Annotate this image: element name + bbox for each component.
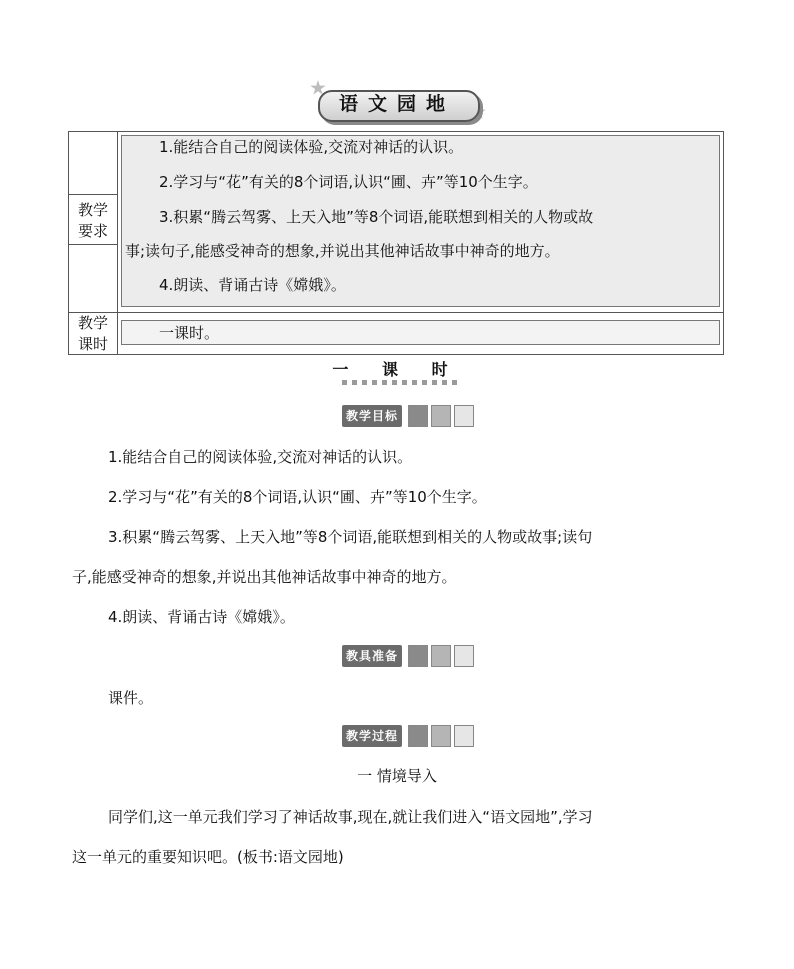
dot-decoration [452,380,457,385]
requirement-item: 3.积累“腾云驾雾、上天入地”等8个词语,能联想到相关的人物或故 [159,208,594,226]
objective-item: 2.学习与“花”有关的8个词语,认识“圃、卉”等10个生字。 [108,488,487,506]
badge-square [431,645,451,667]
materials-text: 课件。 [108,689,154,707]
section-heading: 一 课 时 [332,360,462,379]
dots-decoration [330,378,468,388]
requirement-item: 事;读句子,能感受神奇的想象,并说出其他神话故事中神奇的地方。 [125,242,560,260]
step-paragraph-line: 同学们,这一单元我们学习了神话故事,现在,就让我们进入“语文园地”,学习 [108,808,593,826]
step-title: 一 情境导入 [357,767,437,785]
badge-square [454,645,474,667]
dot-decoration [362,380,367,385]
badge-square [408,405,428,427]
dot-decoration [392,380,397,385]
requirement-item: 4.朗读、背诵古诗《嫦娥》。 [159,276,346,294]
requirements-label [69,200,117,242]
label-line: 教学 [77,201,108,219]
badge-square [408,645,428,667]
objective-item: 子,能感受神奇的想象,并说出其他神话故事中神奇的地方。 [72,568,457,586]
dot-decoration [402,380,407,385]
page-title: 语文园地 [338,93,455,115]
dot-decoration [422,380,427,385]
badge-square [454,405,474,427]
label-line: 教学 [77,314,108,332]
badge-square [454,725,474,747]
label-line: 课时 [77,335,108,353]
dot-decoration [372,380,377,385]
badge-label: 教学过程 [342,725,402,747]
table-divider [69,312,723,313]
objective-item: 3.积累“腾云驾雾、上天入地”等8个词语,能联想到相关的人物或故事;读句 [108,528,593,546]
hours-text: 一课时。 [159,324,220,342]
requirements-table [68,131,724,355]
dot-decoration [432,380,437,385]
badge-square [431,725,451,747]
objective-item: 4.朗读、背诵古诗《嫦娥》。 [108,608,295,626]
table-divider [69,244,117,245]
objective-item: 1.能结合自己的阅读体验,交流对神话的认识。 [108,448,413,466]
hours-label [69,313,117,355]
badge-label: 教具准备 [342,645,402,667]
title-banner [312,86,482,124]
dot-decoration [342,380,347,385]
dot-decoration [412,380,417,385]
step-paragraph-line: 这一单元的重要知识吧。(板书:语文园地) [72,848,344,866]
dot-decoration [352,380,357,385]
dot-decoration [382,380,387,385]
requirement-item: 2.学习与“花”有关的8个词语,认识“圃、卉”等10个生字。 [159,173,538,191]
dot-decoration [442,380,447,385]
table-divider [69,194,117,195]
label-line: 要求 [77,222,108,240]
badge-square [408,725,428,747]
badge-square [431,405,451,427]
badge-label: 教学目标 [342,405,402,427]
requirement-item: 1.能结合自己的阅读体验,交流对神话的认识。 [159,138,464,156]
